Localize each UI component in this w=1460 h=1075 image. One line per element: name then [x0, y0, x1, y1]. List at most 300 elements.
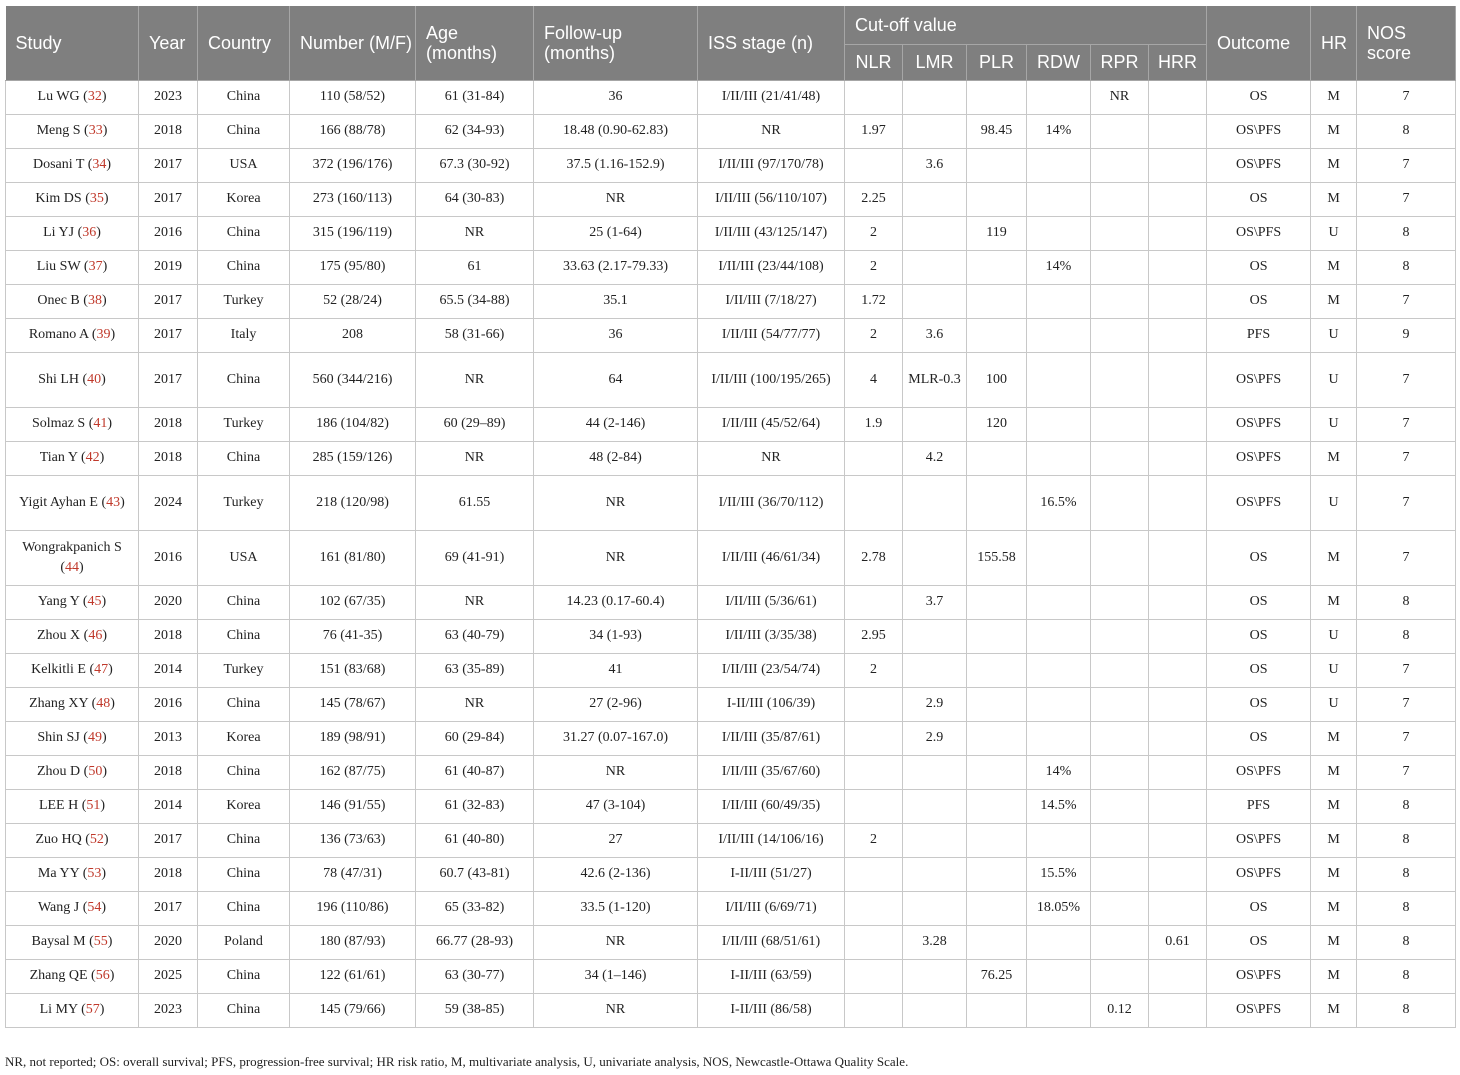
cell-iss: I/II/III (35/87/61) — [698, 721, 845, 755]
reference-link[interactable]: 56 — [95, 968, 110, 983]
cell-age: NR — [416, 585, 534, 619]
cell-plr — [967, 284, 1027, 318]
reference-link[interactable]: 46 — [88, 628, 103, 643]
cell-rdw: 14% — [1027, 755, 1091, 789]
cell-study: Zhang XY (48) — [6, 687, 139, 721]
cell-nlr: 1.97 — [845, 114, 903, 148]
cell-age: 63 (35-89) — [416, 653, 534, 687]
cell-year: 2017 — [139, 891, 198, 925]
cell-rpr — [1091, 284, 1149, 318]
cell-year: 2014 — [139, 653, 198, 687]
reference-link[interactable]: 50 — [88, 764, 103, 779]
cell-rpr: NR — [1091, 80, 1149, 114]
study-name: Zhang XY — [29, 696, 89, 711]
cell-outcome: OS\PFS — [1207, 407, 1311, 441]
cell-rpr — [1091, 925, 1149, 959]
cell-rpr — [1091, 114, 1149, 148]
cell-iss: I/II/III (23/44/108) — [698, 250, 845, 284]
cell-hrr — [1149, 789, 1207, 823]
reference-link[interactable]: 53 — [87, 866, 102, 881]
cell-hrr — [1149, 687, 1207, 721]
cell-study: Onec B (38) — [6, 284, 139, 318]
cell-iss: I/II/III (100/195/265) — [698, 352, 845, 407]
reference-link[interactable]: 36 — [82, 225, 97, 240]
cell-hr: U — [1311, 352, 1357, 407]
cell-year: 2019 — [139, 250, 198, 284]
reference-link[interactable]: 37 — [88, 259, 103, 274]
table-row — [6, 993, 1456, 1027]
study-name: Li YJ — [43, 225, 75, 240]
cell-plr — [967, 619, 1027, 653]
cell-study: Liu SW (37) — [6, 250, 139, 284]
reference-link[interactable]: 41 — [93, 416, 108, 431]
cell-number: 161 (81/80) — [290, 530, 416, 585]
cell-number: 315 (196/119) — [290, 216, 416, 250]
cell-nos: 7 — [1357, 284, 1456, 318]
cell-followup: 42.6 (2-136) — [534, 857, 698, 891]
cell-study: Zhou X (46) — [6, 619, 139, 653]
study-name: Wang J — [37, 900, 80, 915]
reference-link[interactable]: 39 — [96, 327, 111, 342]
cell-number: 146 (91/55) — [290, 789, 416, 823]
cell-nos: 7 — [1357, 721, 1456, 755]
cell-nos: 8 — [1357, 250, 1456, 284]
cell-outcome: PFS — [1207, 789, 1311, 823]
cell-study: Dosani T (34) — [6, 148, 139, 182]
cell-country: China — [198, 585, 290, 619]
cell-nlr: 2 — [845, 250, 903, 284]
cell-followup: NR — [534, 182, 698, 216]
cell-country: China — [198, 687, 290, 721]
cell-rpr — [1091, 407, 1149, 441]
cell-rdw — [1027, 585, 1091, 619]
cell-number: 145 (78/67) — [290, 687, 416, 721]
cell-iss: I-II/III (63/59) — [698, 959, 845, 993]
cell-hrr — [1149, 182, 1207, 216]
cell-hr: M — [1311, 755, 1357, 789]
reference-link[interactable]: 35 — [89, 191, 104, 206]
cell-outcome: OS\PFS — [1207, 959, 1311, 993]
cell-number: 196 (110/86) — [290, 891, 416, 925]
cell-hrr — [1149, 619, 1207, 653]
cell-rdw: 14% — [1027, 114, 1091, 148]
cell-iss: I/II/III (43/125/147) — [698, 216, 845, 250]
reference-link[interactable]: 32 — [87, 89, 102, 104]
cell-nos: 8 — [1357, 114, 1456, 148]
cell-plr — [967, 318, 1027, 352]
cell-followup: 64 — [534, 352, 698, 407]
cell-rdw — [1027, 182, 1091, 216]
cell-hr: M — [1311, 857, 1357, 891]
cell-hrr — [1149, 114, 1207, 148]
cell-age: 69 (41-91) — [416, 530, 534, 585]
cell-study: Yang Y (45) — [6, 585, 139, 619]
cell-hrr — [1149, 530, 1207, 585]
cell-iss: I/II/III (54/77/77) — [698, 318, 845, 352]
cell-lmr — [903, 857, 967, 891]
table-row — [6, 721, 1456, 755]
header-outcome: Outcome — [1207, 6, 1311, 80]
cell-rdw — [1027, 653, 1091, 687]
cell-plr: 155.58 — [967, 530, 1027, 585]
reference-link[interactable]: 49 — [87, 730, 102, 745]
cell-nlr — [845, 857, 903, 891]
cell-rdw: 16.5% — [1027, 475, 1091, 530]
cell-outcome: OS — [1207, 925, 1311, 959]
cell-lmr: 3.7 — [903, 585, 967, 619]
cell-number: 122 (61/61) — [290, 959, 416, 993]
cell-rpr — [1091, 687, 1149, 721]
table-row — [6, 407, 1456, 441]
cell-plr — [967, 687, 1027, 721]
cell-plr — [967, 925, 1027, 959]
cell-lmr — [903, 891, 967, 925]
cell-lmr — [903, 959, 967, 993]
cell-lmr — [903, 653, 967, 687]
cell-rdw — [1027, 216, 1091, 250]
cell-number: 180 (87/93) — [290, 925, 416, 959]
cell-lmr — [903, 789, 967, 823]
cell-lmr — [903, 284, 967, 318]
cell-plr — [967, 441, 1027, 475]
cell-country: China — [198, 857, 290, 891]
cell-nos: 7 — [1357, 407, 1456, 441]
cell-age: 67.3 (30-92) — [416, 148, 534, 182]
cell-rpr: 0.12 — [1091, 993, 1149, 1027]
cell-number: 273 (160/113) — [290, 182, 416, 216]
cell-hrr — [1149, 441, 1207, 475]
reference-link[interactable]: 51 — [86, 798, 101, 813]
cell-iss: I/II/III (6/69/71) — [698, 891, 845, 925]
cell-country: China — [198, 959, 290, 993]
cell-hr: M — [1311, 823, 1357, 857]
cell-outcome: OS\PFS — [1207, 755, 1311, 789]
cell-number: 102 (67/35) — [290, 585, 416, 619]
study-name: Yang Y — [37, 594, 80, 609]
cell-study: Kelkitli E (47) — [6, 653, 139, 687]
cell-hr: M — [1311, 284, 1357, 318]
table-row — [6, 653, 1456, 687]
cell-nos: 7 — [1357, 653, 1456, 687]
cell-nlr — [845, 475, 903, 530]
cell-study: Wongrakpanich S (44) — [6, 530, 139, 585]
cell-study: Solmaz S (41) — [6, 407, 139, 441]
cell-number: 145 (79/66) — [290, 993, 416, 1027]
cell-year: 2025 — [139, 959, 198, 993]
table-row — [6, 619, 1456, 653]
table-row — [6, 216, 1456, 250]
cell-country: China — [198, 114, 290, 148]
cell-hrr — [1149, 857, 1207, 891]
reference-link[interactable]: 33 — [88, 123, 103, 138]
cell-nlr — [845, 755, 903, 789]
cell-lmr — [903, 475, 967, 530]
cell-hr: M — [1311, 148, 1357, 182]
cell-age: 60.7 (43-81) — [416, 857, 534, 891]
cell-outcome: OS\PFS — [1207, 216, 1311, 250]
cell-country: China — [198, 80, 290, 114]
cell-study: Meng S (33) — [6, 114, 139, 148]
cell-outcome: OS — [1207, 721, 1311, 755]
cell-age: 59 (38-85) — [416, 993, 534, 1027]
cell-rpr — [1091, 789, 1149, 823]
cell-outcome: OS — [1207, 250, 1311, 284]
cell-number: 218 (120/98) — [290, 475, 416, 530]
study-name: Shi LH — [38, 371, 79, 387]
table-row — [6, 687, 1456, 721]
cell-rdw — [1027, 721, 1091, 755]
cell-outcome: OS — [1207, 585, 1311, 619]
cell-rpr — [1091, 352, 1149, 407]
cell-number: 175 (95/80) — [290, 250, 416, 284]
reference-link[interactable]: 38 — [87, 293, 102, 308]
cell-lmr — [903, 216, 967, 250]
cell-nos: 7 — [1357, 80, 1456, 114]
cell-age: 60 (29-84) — [416, 721, 534, 755]
cell-lmr — [903, 619, 967, 653]
table-row — [6, 475, 1456, 530]
cell-followup: NR — [534, 475, 698, 530]
cell-outcome: OS\PFS — [1207, 441, 1311, 475]
cell-number: 285 (159/126) — [290, 441, 416, 475]
cell-iss: I/II/III (56/110/107) — [698, 182, 845, 216]
table-row — [6, 755, 1456, 789]
cell-nlr: 2 — [845, 823, 903, 857]
cell-lmr: 3.6 — [903, 148, 967, 182]
cell-lmr: 2.9 — [903, 687, 967, 721]
cell-year: 2018 — [139, 441, 198, 475]
cell-hr: M — [1311, 721, 1357, 755]
cell-iss: I/II/III (35/67/60) — [698, 755, 845, 789]
cell-age: 66.77 (28-93) — [416, 925, 534, 959]
reference-link[interactable]: 43 — [106, 494, 121, 510]
cell-rpr — [1091, 823, 1149, 857]
cell-nlr — [845, 925, 903, 959]
cell-country: Korea — [198, 182, 290, 216]
cell-rdw — [1027, 352, 1091, 407]
cell-country: Turkey — [198, 475, 290, 530]
cell-lmr — [903, 823, 967, 857]
cell-number: 136 (73/63) — [290, 823, 416, 857]
cell-nos: 8 — [1357, 619, 1456, 653]
cell-rpr — [1091, 250, 1149, 284]
cell-country: China — [198, 891, 290, 925]
cell-rdw — [1027, 993, 1091, 1027]
cell-followup: 18.48 (0.90-62.83) — [534, 114, 698, 148]
cell-country: Korea — [198, 721, 290, 755]
cell-plr — [967, 789, 1027, 823]
study-name: Baysal M — [31, 934, 86, 949]
cell-outcome: OS\PFS — [1207, 475, 1311, 530]
cell-iss: I/II/III (45/52/64) — [698, 407, 845, 441]
cell-year: 2020 — [139, 585, 198, 619]
cell-lmr — [903, 80, 967, 114]
reference-link[interactable]: 55 — [93, 934, 108, 949]
cell-plr — [967, 993, 1027, 1027]
cell-study: Shi LH (40) — [6, 352, 139, 407]
cell-rdw: 18.05% — [1027, 891, 1091, 925]
cell-hr: M — [1311, 585, 1357, 619]
cell-number: 166 (88/78) — [290, 114, 416, 148]
cell-rdw: 14% — [1027, 250, 1091, 284]
cell-outcome: OS — [1207, 80, 1311, 114]
cell-outcome: OS — [1207, 182, 1311, 216]
cell-hr: M — [1311, 182, 1357, 216]
cell-hrr: 0.61 — [1149, 925, 1207, 959]
reference-link[interactable]: 52 — [89, 832, 104, 847]
cell-nlr — [845, 441, 903, 475]
cell-hr: U — [1311, 318, 1357, 352]
cell-lmr — [903, 250, 967, 284]
cell-lmr — [903, 530, 967, 585]
cell-followup: NR — [534, 530, 698, 585]
cell-nlr — [845, 687, 903, 721]
table-body — [6, 80, 1456, 1027]
reference-link[interactable]: 44 — [65, 559, 79, 575]
cell-plr — [967, 148, 1027, 182]
cell-plr: 76.25 — [967, 959, 1027, 993]
reference-link[interactable]: 48 — [96, 696, 111, 711]
cell-rpr — [1091, 721, 1149, 755]
cell-age: NR — [416, 352, 534, 407]
cell-year: 2018 — [139, 407, 198, 441]
cell-iss: I/II/III (60/49/35) — [698, 789, 845, 823]
cell-age: 61.55 — [416, 475, 534, 530]
reference-link[interactable]: 34 — [92, 157, 107, 172]
cell-followup: 34 (1–146) — [534, 959, 698, 993]
cell-age: 60 (29–89) — [416, 407, 534, 441]
cell-hrr — [1149, 653, 1207, 687]
cell-number: 52 (28/24) — [290, 284, 416, 318]
cell-nlr: 2.25 — [845, 182, 903, 216]
cell-plr — [967, 80, 1027, 114]
table-row — [6, 284, 1456, 318]
cell-hrr — [1149, 891, 1207, 925]
cell-outcome: OS — [1207, 891, 1311, 925]
table-row — [6, 891, 1456, 925]
cell-number: 110 (58/52) — [290, 80, 416, 114]
cell-age: 62 (34-93) — [416, 114, 534, 148]
cell-outcome: OS\PFS — [1207, 993, 1311, 1027]
header-iss-stage: ISS stage (n) — [698, 6, 845, 80]
cell-year: 2013 — [139, 721, 198, 755]
cell-country: Poland — [198, 925, 290, 959]
cell-age: NR — [416, 687, 534, 721]
table-row — [6, 823, 1456, 857]
cell-number: 189 (98/91) — [290, 721, 416, 755]
cell-hr: M — [1311, 789, 1357, 823]
reference-link[interactable]: 40 — [87, 371, 102, 387]
cell-country: USA — [198, 148, 290, 182]
header-hr: HR — [1311, 6, 1357, 80]
cell-iss: I/II/III (7/18/27) — [698, 284, 845, 318]
cell-lmr: 3.28 — [903, 925, 967, 959]
cell-hrr — [1149, 475, 1207, 530]
cell-year: 2014 — [139, 789, 198, 823]
cell-year: 2017 — [139, 352, 198, 407]
cell-year: 2020 — [139, 925, 198, 959]
study-name: Wongrakpanich S — [22, 539, 122, 555]
study-name: Romano A — [28, 327, 89, 342]
reference-link[interactable]: 54 — [87, 900, 102, 915]
cell-plr — [967, 721, 1027, 755]
cell-number: 78 (47/31) — [290, 857, 416, 891]
cell-age: 61 (31-84) — [416, 80, 534, 114]
study-name: Solmaz S — [31, 416, 86, 431]
cell-rpr — [1091, 216, 1149, 250]
cell-hrr — [1149, 755, 1207, 789]
cell-rdw — [1027, 687, 1091, 721]
cell-hrr — [1149, 721, 1207, 755]
study-name: Yigit Ayhan E — [19, 494, 98, 510]
cell-iss: I-II/III (51/27) — [698, 857, 845, 891]
header-nos-score: NOS score — [1357, 6, 1456, 80]
reference-link[interactable]: 42 — [85, 450, 100, 465]
cell-plr — [967, 250, 1027, 284]
cell-plr — [967, 182, 1027, 216]
cell-year: 2017 — [139, 284, 198, 318]
study-name: Zuo HQ — [35, 832, 82, 847]
reference-link[interactable]: 47 — [94, 662, 109, 677]
cell-outcome: OS — [1207, 284, 1311, 318]
reference-link[interactable]: 57 — [85, 1002, 100, 1017]
table-row — [6, 250, 1456, 284]
cell-plr — [967, 653, 1027, 687]
study-name: Liu SW — [36, 259, 81, 274]
cell-age: 63 (40-79) — [416, 619, 534, 653]
header-cutoff-value: Cut-off value — [845, 6, 1207, 44]
table-row — [6, 114, 1456, 148]
cell-nos: 7 — [1357, 441, 1456, 475]
cell-year: 2017 — [139, 318, 198, 352]
cell-study: Yigit Ayhan E (43) — [6, 475, 139, 530]
cell-hr: M — [1311, 114, 1357, 148]
cell-followup: NR — [534, 993, 698, 1027]
cell-study: Li MY (57) — [6, 993, 139, 1027]
cell-hrr — [1149, 250, 1207, 284]
cell-rpr — [1091, 755, 1149, 789]
cell-followup: 48 (2-84) — [534, 441, 698, 475]
cell-nlr: 2 — [845, 216, 903, 250]
cell-hrr — [1149, 352, 1207, 407]
cell-age: 64 (30-83) — [416, 182, 534, 216]
reference-link[interactable]: 45 — [87, 594, 102, 609]
cell-nos: 8 — [1357, 925, 1456, 959]
cell-iss: I/II/III (36/70/112) — [698, 475, 845, 530]
table-container — [5, 6, 1455, 1028]
study-name: Dosani T — [32, 157, 85, 172]
cell-hr: M — [1311, 80, 1357, 114]
study-name: Meng S — [36, 123, 81, 138]
cell-iss: NR — [698, 114, 845, 148]
cell-age: NR — [416, 216, 534, 250]
cell-rdw — [1027, 959, 1091, 993]
cell-iss: NR — [698, 441, 845, 475]
cell-outcome: OS — [1207, 619, 1311, 653]
cell-plr — [967, 857, 1027, 891]
study-name: Kelkitli E — [31, 662, 86, 677]
cell-lmr: 4.2 — [903, 441, 967, 475]
cell-rpr — [1091, 148, 1149, 182]
cell-iss: I/II/III (97/170/78) — [698, 148, 845, 182]
cell-number: 208 — [290, 318, 416, 352]
cell-country: China — [198, 441, 290, 475]
cell-plr — [967, 755, 1027, 789]
cell-year: 2024 — [139, 475, 198, 530]
cell-country: China — [198, 823, 290, 857]
cell-year: 2018 — [139, 619, 198, 653]
cell-rpr — [1091, 182, 1149, 216]
